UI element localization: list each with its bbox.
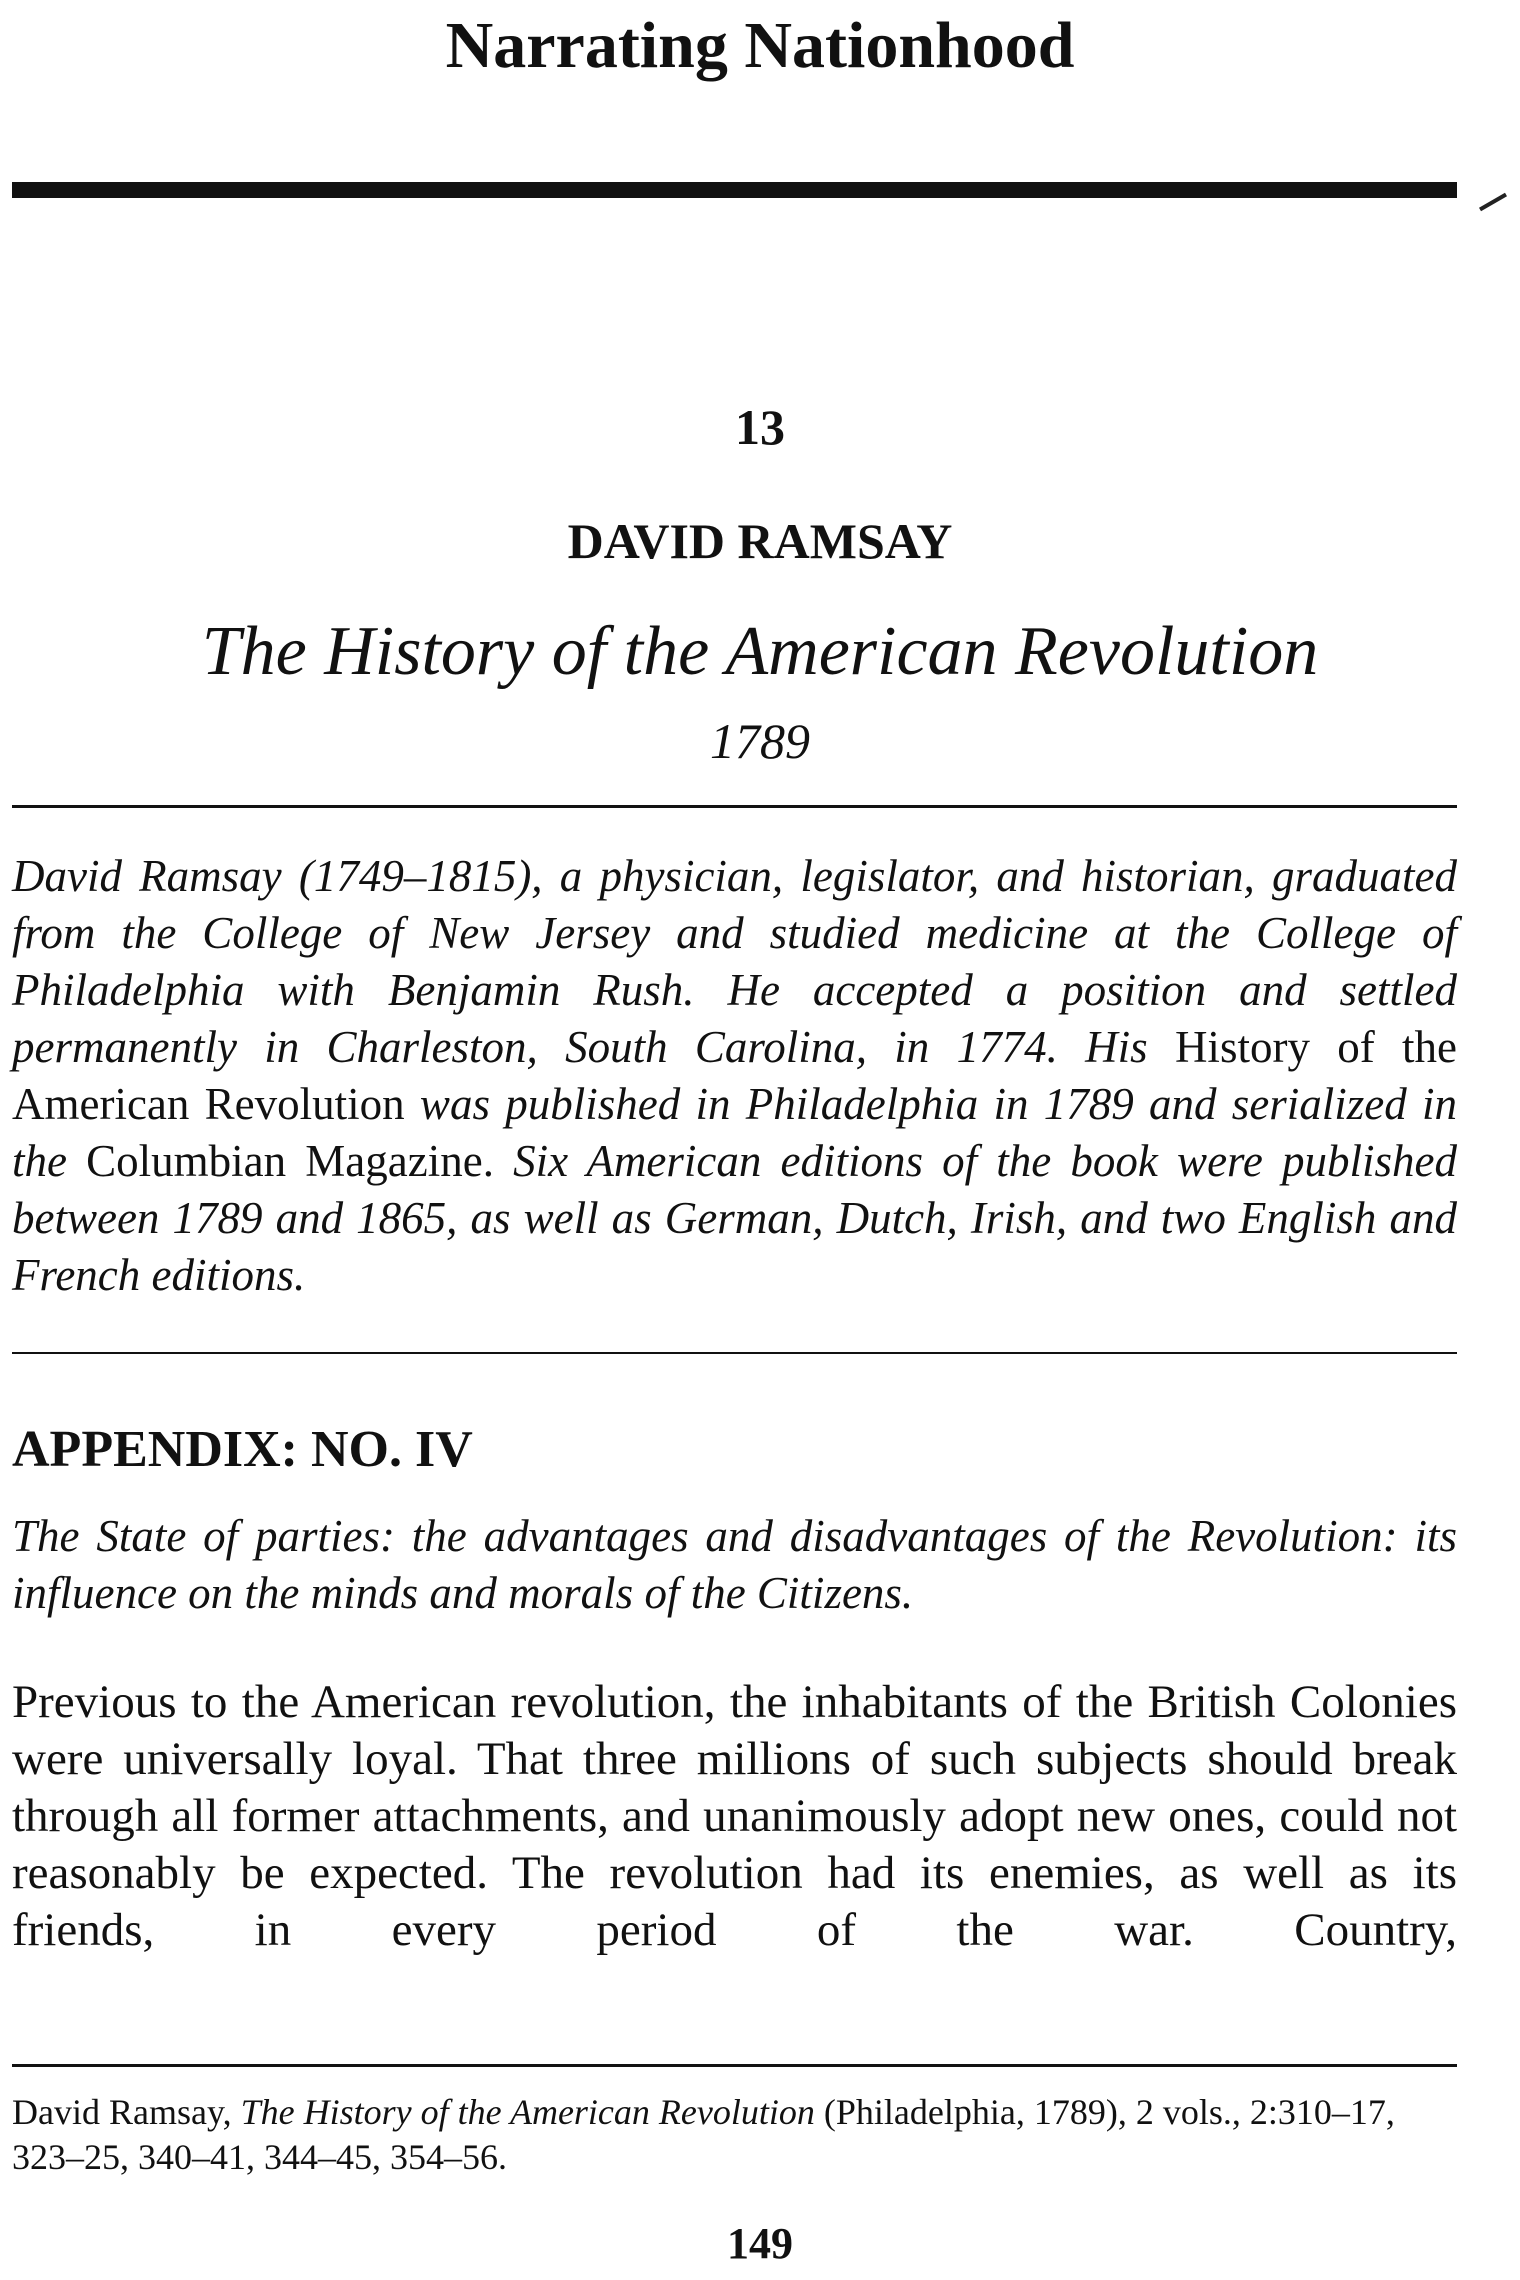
headnote-part-2: was published in Philadelphia in 1789 and serialized in the	[12, 1079, 1457, 1186]
appendix-heading: APPENDIX: NO. IV	[12, 1421, 473, 1478]
header-rule	[12, 182, 1457, 198]
chapter-title: The History of the American Revolution	[201, 613, 1319, 690]
headnote-work-title: History of the American Revolution	[12, 1022, 1457, 1129]
stray-mark	[1479, 193, 1507, 211]
headnote-magazine: Columbian Magazine.	[86, 1136, 494, 1186]
footnote-details: (Philadelphia, 1789), 2 vols., 2:310–17, 323–25, 340–41, 344–45, 354–56.	[12, 2092, 1395, 2177]
footnote-author: David Ramsay,	[12, 2092, 241, 2132]
page-number: 149	[727, 2219, 793, 2268]
headnote-top-rule	[12, 805, 1457, 808]
chapter-number: 13	[735, 399, 785, 455]
body-paragraph: Previous to the American revolution, the inhabitants of the British Colonies were universally loyal. That three millions of such subjects should break through all former attachments, and unanimously adopt new ones, could not reasonably be expected. The revolution had its enemies, as well as its friends, in every period of the war. Country,	[12, 1676, 1457, 1956]
appendix-summary: The State of parties: the advantages and disadvantages of the Revolution: its influence on the minds and morals of the Citizens.	[12, 1511, 1457, 1618]
chapter-author: DAVID RAMSAY	[567, 513, 953, 569]
headnote-bottom-rule	[12, 1352, 1457, 1354]
headnote-part-1: David Ramsay (1749–1815), a physician, legislator, and historian, graduated from the College of New Jersey and studied medicine at the College of Philadelphia with Benjamin Rush. He accepted a position and settled permanently in Charleston, South Carolina, in 1774. His	[12, 851, 1457, 1072]
chapter-year: 1789	[710, 713, 810, 769]
footnote-title: The History of the American Revolution	[240, 2092, 815, 2132]
footnote-rule	[12, 2064, 1457, 2067]
running-head: Narrating Nationhood	[445, 9, 1075, 82]
headnote	[12, 848, 1457, 1304]
source-footnote	[12, 2090, 1457, 2180]
headnote-part-3: Six American editions of the book were published between 1789 and 1865, as well as German, Dutch, Irish, and two English and French editions.	[12, 1136, 1457, 1300]
